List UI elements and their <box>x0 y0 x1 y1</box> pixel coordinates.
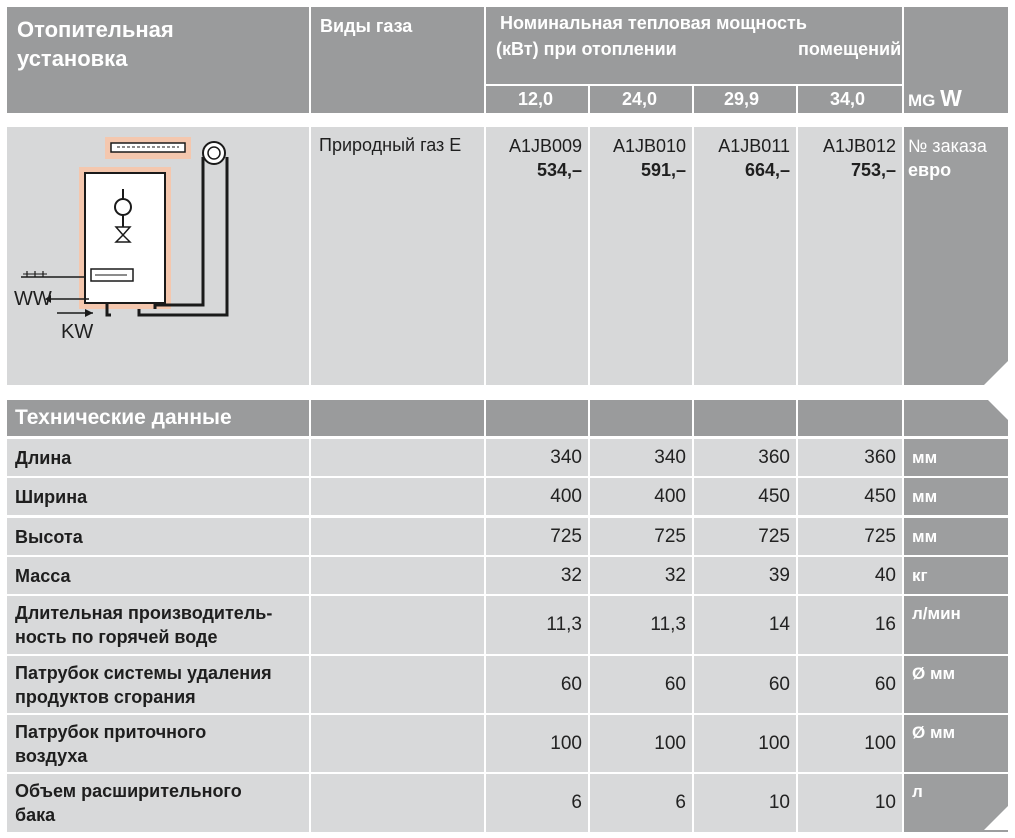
tech-row-value-text: 60 <box>664 673 686 695</box>
tech-row-label <box>7 439 309 476</box>
tech-row-label-line: Длительная производитель- <box>15 603 273 623</box>
power-value-text: 34,0 <box>830 89 866 109</box>
tech-row-label-text <box>15 661 272 709</box>
tech-row-value <box>798 656 902 713</box>
tech-row-value-text: 10 <box>874 792 896 813</box>
tech-row-value-text: 100 <box>864 732 896 754</box>
corner-fold-icon <box>984 361 1008 385</box>
tech-row-value-text: 100 <box>550 732 582 754</box>
tech-row-value <box>694 596 796 654</box>
order-code: A1JB011 <box>718 136 790 156</box>
tech-row-unit <box>904 715 1008 772</box>
tech-row-value <box>798 439 902 476</box>
product-col-4 <box>798 127 902 385</box>
power-value-4 <box>798 86 902 113</box>
brand-w: W <box>940 85 962 111</box>
power-value-text: 24,0 <box>622 89 658 109</box>
tech-row-label <box>7 715 309 772</box>
tech-row-value-text: 340 <box>654 446 686 468</box>
corner-fold-icon <box>988 400 1008 420</box>
price: 534,– <box>536 160 582 180</box>
tech-row-gas-cell <box>311 656 484 713</box>
price: 591,– <box>640 160 686 180</box>
tech-row-value-text: 6 <box>675 792 686 813</box>
tech-row-value-text: 10 <box>768 792 790 813</box>
tech-row-value <box>486 518 588 555</box>
power-label-line1: Номинальная тепловая мощность <box>500 13 807 33</box>
tech-row-label <box>7 478 309 515</box>
tech-row-value-text: 11,3 <box>650 614 686 635</box>
tech-row-value <box>590 596 692 654</box>
tech-row-value-text: 39 <box>768 564 790 586</box>
tech-row-value <box>694 518 796 555</box>
tech-row-value-text: 450 <box>864 485 896 507</box>
tech-row-value-text: 725 <box>864 525 896 547</box>
tech-row-value <box>486 596 588 654</box>
tech-row-value <box>694 557 796 594</box>
tech-row-value-text: 725 <box>654 525 686 547</box>
tech-title-cell <box>7 400 309 436</box>
tech-row-unit-text: л/мин <box>912 604 961 623</box>
brand-mg: MG <box>908 91 936 110</box>
tech-row-value-text: 725 <box>550 525 582 547</box>
tech-row-value <box>486 557 588 594</box>
tech-row-value-text: 6 <box>571 792 582 813</box>
tech-header-col <box>486 400 588 436</box>
power-value-2 <box>590 86 692 113</box>
tech-row-value-text: 360 <box>758 446 790 468</box>
tech-row-label-line: Длина <box>15 447 72 468</box>
tech-row-unit <box>904 596 1008 654</box>
gas-types-header <box>311 7 484 113</box>
tech-row-label-line: Высота <box>15 526 83 547</box>
tech-row-value-text: 60 <box>874 673 896 695</box>
tech-row-value <box>590 656 692 713</box>
tech-row-unit <box>904 439 1008 476</box>
tech-row-unit <box>904 656 1008 713</box>
tech-row-label-line: Ширина <box>15 486 88 507</box>
price: 753,– <box>850 160 896 180</box>
tech-row-gas-cell <box>311 715 484 772</box>
product-col-2 <box>590 127 692 385</box>
tech-row-label-line: бака <box>15 805 56 825</box>
power-label-line2a: (кВт) при отоплении <box>496 39 677 59</box>
order-number-label: № заказа <box>908 136 987 156</box>
order-code: A1JB010 <box>612 136 686 156</box>
tech-row-value <box>694 656 796 713</box>
tech-row-value <box>486 715 588 772</box>
power-label-line2b: помещений <box>798 39 902 59</box>
tech-row-gas-cell <box>311 557 484 594</box>
currency-label: евро <box>908 160 952 180</box>
tech-row-value-text: 60 <box>560 673 582 695</box>
power-value-text: 29,9 <box>724 89 760 109</box>
tech-row-value <box>798 478 902 515</box>
tech-row-value-text: 32 <box>560 564 582 586</box>
product-col-1 <box>486 127 588 385</box>
tech-row-value-text: 11,3 <box>546 614 582 635</box>
diagram-kw-label: KW <box>61 321 94 343</box>
tech-header-col <box>798 400 902 436</box>
tech-row-label-line: Объем расширительного <box>15 781 242 801</box>
tech-row-value <box>798 518 902 555</box>
gas-type-value: Природный газ Е <box>319 135 462 155</box>
tech-row-gas-cell <box>311 774 484 832</box>
tech-row-label-text <box>15 485 87 509</box>
tech-row-value <box>590 774 692 832</box>
tech-row-unit-text: л <box>912 782 923 801</box>
power-value-3 <box>694 86 796 113</box>
tech-row-unit <box>904 518 1008 555</box>
tech-row-value-text: 400 <box>550 485 582 507</box>
power-value-text: 12,0 <box>518 89 554 109</box>
tech-row-label-text <box>15 564 70 588</box>
tech-row-value <box>590 557 692 594</box>
header-title-cell <box>7 7 309 113</box>
tech-row-value-text: 16 <box>874 614 896 635</box>
tech-row-label-line: Масса <box>15 565 71 586</box>
tech-row-label <box>7 774 309 832</box>
price: 664,– <box>744 160 790 180</box>
tech-header-side <box>904 400 1008 436</box>
tech-row-label-line: продуктов сгорания <box>15 686 196 707</box>
tech-row-value-text: 14 <box>768 614 790 635</box>
tech-row-value-text: 40 <box>874 564 896 586</box>
tech-row-value-text: 32 <box>664 564 686 586</box>
tech-row-value <box>798 774 902 832</box>
tech-row-label-text <box>15 446 71 470</box>
tech-row-gas-cell <box>311 439 484 476</box>
tech-row-value <box>694 774 796 832</box>
tech-row-label-line: Патрубок приточного <box>15 721 207 742</box>
tech-row-label-text <box>15 720 206 768</box>
product-col-3 <box>694 127 796 385</box>
tech-row-value <box>486 439 588 476</box>
tech-row-value-text: 360 <box>864 446 896 468</box>
tech-row-unit-text: мм <box>912 526 938 546</box>
tech-row-unit-text: кг <box>912 565 928 585</box>
tech-row-unit-text: Ø мм <box>912 664 956 683</box>
tech-row-value-text: 725 <box>758 525 790 547</box>
power-value-1 <box>486 86 588 113</box>
tech-row-value-text: 100 <box>654 732 686 754</box>
tech-row-value <box>590 478 692 515</box>
order-label-cell <box>904 127 1008 385</box>
boiler-diagram-icon <box>7 127 309 385</box>
order-code: A1JB012 <box>822 136 896 156</box>
tech-row-value <box>798 557 902 594</box>
page-title: Отопительная установка <box>17 17 174 71</box>
tech-row-label-line: воздуха <box>15 745 88 766</box>
tech-row-value <box>798 715 902 772</box>
tech-row-label-line: Патрубок системы удаления <box>15 662 272 683</box>
tech-row-value <box>486 774 588 832</box>
tech-row-value <box>486 656 588 713</box>
tech-row-value <box>590 439 692 476</box>
tech-row-value-text: 400 <box>654 485 686 507</box>
tech-row-label <box>7 656 309 713</box>
tech-row-label-line: ность по горячей воде <box>15 627 218 647</box>
tech-row-label <box>7 596 309 654</box>
tech-row-label-text <box>15 779 242 827</box>
tech-row-gas-cell <box>311 596 484 654</box>
tech-row-unit-text: мм <box>912 447 938 467</box>
tech-row-gas-cell <box>311 478 484 515</box>
tech-row-label <box>7 518 309 555</box>
tech-row-gas-cell <box>311 518 484 555</box>
tech-row-value <box>590 715 692 772</box>
tech-title: Технические данные <box>15 406 232 429</box>
tech-row-value <box>798 596 902 654</box>
tech-header-col <box>590 400 692 436</box>
gas-types-label: Виды газа <box>320 16 413 36</box>
corner-fold-icon <box>984 806 1008 830</box>
power-header <box>486 7 902 84</box>
gas-type-cell <box>311 127 484 385</box>
tech-row-value <box>694 715 796 772</box>
tech-row-label-text <box>15 601 272 649</box>
tech-row-value <box>694 478 796 515</box>
tech-row-unit-text: мм <box>912 486 938 506</box>
tech-row-label-text <box>15 525 83 549</box>
tech-row-value-text: 450 <box>758 485 790 507</box>
order-code: A1JB009 <box>508 136 582 156</box>
tech-row-value-text: 60 <box>768 673 790 695</box>
tech-row-value <box>590 518 692 555</box>
tech-row-value <box>694 439 796 476</box>
tech-header-gap <box>311 400 484 436</box>
tech-row-label <box>7 557 309 594</box>
tech-row-unit <box>904 478 1008 515</box>
tech-row-unit <box>904 557 1008 594</box>
tech-row-value <box>486 478 588 515</box>
diagram-ww-label: WW <box>14 288 52 310</box>
brand-header <box>904 7 1008 113</box>
tech-row-value-text: 340 <box>550 446 582 468</box>
tech-row-value-text: 100 <box>758 732 790 754</box>
tech-header-col <box>694 400 796 436</box>
diagram-cell <box>7 127 309 385</box>
tech-row-unit-text: Ø мм <box>912 723 956 742</box>
